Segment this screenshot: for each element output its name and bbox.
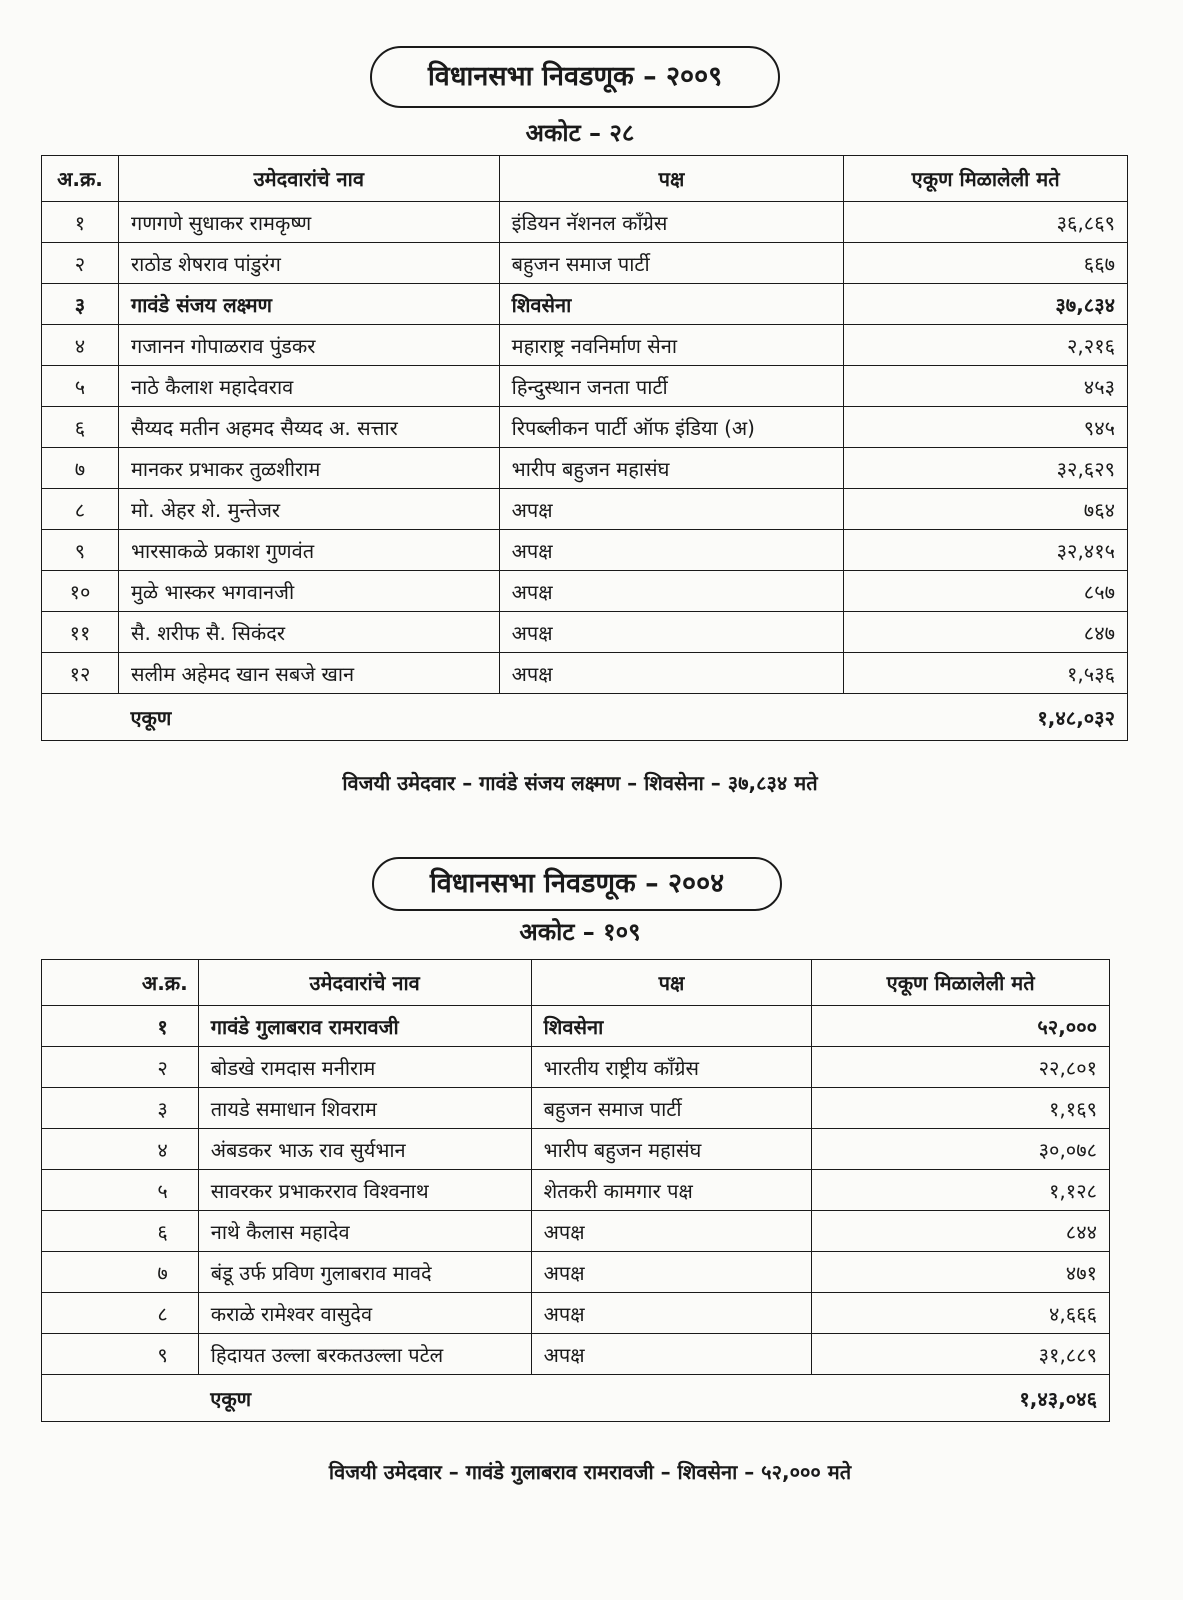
cell-votes: ५२,००० [812,1006,1110,1047]
total-label: एकूण [198,1375,812,1422]
cell-candidate-name: सै. शरीफ सै. सिकंदर [118,612,499,653]
cell-votes: २,२१६ [844,325,1128,366]
cell-candidate-name: गावंडे संजय लक्ष्मण [118,284,499,325]
cell-party: शेतकरी कामगार पक्ष [531,1170,812,1211]
cell-votes: ८४४ [812,1211,1110,1252]
cell-sr: ३ [42,284,119,325]
cell-sr: ७ [42,1252,199,1293]
header-party: पक्ष [499,156,844,202]
cell-party: महाराष्ट्र नवनिर्माण सेना [499,325,844,366]
cell-votes: ८४७ [844,612,1128,653]
table-row [42,1129,1110,1170]
cell-candidate-name: नाठे कैलाश महादेवराव [118,366,499,407]
cell-party: शिवसेना [499,284,844,325]
table-row [42,571,1128,612]
header-name: उमेदवारांचे नाव [118,156,499,202]
cell-sr: ७ [42,448,119,489]
table-row [42,202,1128,243]
cell-sr: ११ [42,612,119,653]
total-spacer [42,1375,199,1422]
cell-votes: ९४५ [844,407,1128,448]
cell-votes: १,१२८ [812,1170,1110,1211]
cell-votes: ३६,८६९ [844,202,1128,243]
cell-sr: १२ [42,653,119,694]
cell-sr: ८ [42,1293,199,1334]
table-row [42,366,1128,407]
cell-sr: ६ [42,1211,199,1252]
table-row [42,653,1128,694]
election-title: विधानसभा निवडणूक – २००९ [370,46,780,108]
cell-votes: ३२,४१५ [844,530,1128,571]
cell-sr: २ [42,1047,199,1088]
cell-sr: ३ [42,1088,199,1129]
table-row [42,448,1128,489]
cell-sr: १ [42,202,119,243]
winner-line: विजयी उमेदवार – गावंडे संजय लक्ष्मण – शिवसेना – ३७,८३४ मते [342,771,818,795]
cell-votes: ४७१ [812,1252,1110,1293]
cell-sr: ५ [42,366,119,407]
table-row [42,1334,1110,1375]
header-votes: एकूण मिळालेली मते [844,156,1128,202]
cell-party: भारतीय राष्ट्रीय कॉंग्रेस [531,1047,812,1088]
cell-votes: ३७,८३४ [844,284,1128,325]
header-votes: एकूण मिळालेली मते [812,960,1110,1006]
cell-candidate-name: अंबडकर भाऊ राव सुर्यभान [198,1129,531,1170]
cell-candidate-name: हिदायत उल्ला बरकतउल्ला पटेल [198,1334,531,1375]
cell-party: अपक्ष [499,571,844,612]
constituency-label: अकोट – १०९ [519,918,641,946]
total-spacer [42,694,119,741]
table-row [42,284,1128,325]
results-table-2009 [41,155,1128,741]
table-row [42,530,1128,571]
cell-party: अपक्ष [531,1211,812,1252]
cell-candidate-name: तायडे समाधान शिवराम [198,1088,531,1129]
cell-candidate-name: भारसाकळे प्रकाश गुणवंत [118,530,499,571]
cell-party: इंडियन नॅशनल कॉंग्रेस [499,202,844,243]
cell-candidate-name: गणगणे सुधाकर रामकृष्ण [118,202,499,243]
cell-party: हिन्दुस्थान जनता पार्टी [499,366,844,407]
header-party: पक्ष [531,960,812,1006]
cell-votes: ३२,६२९ [844,448,1128,489]
total-row [42,1375,1110,1422]
cell-votes: ४५३ [844,366,1128,407]
header-name: उमेदवारांचे नाव [198,960,531,1006]
table-row [42,1211,1110,1252]
total-votes: १,४३,०४६ [812,1375,1110,1422]
cell-sr: ६ [42,407,119,448]
cell-candidate-name: बोडखे रामदास मनीराम [198,1047,531,1088]
cell-party: अपक्ष [499,653,844,694]
cell-sr: ५ [42,1170,199,1211]
cell-sr: ४ [42,1129,199,1170]
cell-candidate-name: मानकर प्रभाकर तुळशीराम [118,448,499,489]
cell-candidate-name: गावंडे गुलाबराव रामरावजी [198,1006,531,1047]
cell-candidate-name: गजानन गोपाळराव पुंडकर [118,325,499,366]
cell-candidate-name: मो. अेहर शे. मुन्तेजर [118,489,499,530]
cell-sr: २ [42,243,119,284]
cell-votes: २२,८०१ [812,1047,1110,1088]
cell-votes: १,५३६ [844,653,1128,694]
table-row [42,1252,1110,1293]
cell-party: शिवसेना [531,1006,812,1047]
table-row [42,243,1128,284]
cell-votes: ३१,८८९ [812,1334,1110,1375]
table-row [42,612,1128,653]
total-row [42,694,1128,741]
cell-votes: ७६४ [844,489,1128,530]
cell-party: भारीप बहुजन महासंघ [499,448,844,489]
cell-candidate-name: मुळे भास्कर भगवानजी [118,571,499,612]
constituency-label: अकोट – २८ [525,119,635,147]
table-row [42,325,1128,366]
table-row [42,489,1128,530]
cell-sr: ९ [42,1334,199,1375]
cell-sr: ४ [42,325,119,366]
cell-party: बहुजन समाज पार्टी [499,243,844,284]
total-label: एकूण [118,694,843,741]
cell-sr: ९ [42,530,119,571]
table-row [42,1170,1110,1211]
cell-candidate-name: सावरकर प्रभाकरराव विश्वनाथ [198,1170,531,1211]
cell-votes: ६६७ [844,243,1128,284]
cell-candidate-name: बंडू उर्फ प्रविण गुलाबराव मावदे [198,1252,531,1293]
table-row [42,1006,1110,1047]
results-table-2004 [41,959,1110,1422]
cell-candidate-name: सैय्यद मतीन अहमद सैय्यद अ. सत्तार [118,407,499,448]
cell-party: अपक्ष [531,1293,812,1334]
cell-candidate-name: कराळे रामेश्वर वासुदेव [198,1293,531,1334]
cell-party: अपक्ष [499,530,844,571]
cell-sr: १ [42,1006,199,1047]
election-title: विधानसभा निवडणूक – २००४ [372,857,782,911]
table-row [42,1293,1110,1334]
header-sr: अ.क्र. [42,960,199,1006]
table-row [42,407,1128,448]
cell-votes: ४,६६६ [812,1293,1110,1334]
table-header-row [42,156,1128,202]
header-sr: अ.क्र. [42,156,119,202]
cell-candidate-name: राठोड शेषराव पांडुरंग [118,243,499,284]
cell-party: अपक्ष [499,612,844,653]
cell-votes: १,१६९ [812,1088,1110,1129]
cell-party: भारीप बहुजन महासंघ [531,1129,812,1170]
cell-votes: ३०,०७८ [812,1129,1110,1170]
cell-votes: ८५७ [844,571,1128,612]
cell-sr: १० [42,571,119,612]
winner-line: विजयी उमेदवार – गावंडे गुलाबराव रामरावजी – शिवसेना – ५२,००० मते [328,1460,852,1484]
cell-party: अपक्ष [531,1334,812,1375]
table-row [42,1047,1110,1088]
cell-party: बहुजन समाज पार्टी [531,1088,812,1129]
cell-candidate-name: सलीम अहेमद खान सबजे खान [118,653,499,694]
cell-party: अपक्ष [499,489,844,530]
table-row [42,1088,1110,1129]
cell-party: रिपब्लीकन पार्टी ऑफ इंडिया (अ) [499,407,844,448]
cell-party: अपक्ष [531,1252,812,1293]
cell-sr: ८ [42,489,119,530]
total-votes: १,४८,०३२ [844,694,1128,741]
table-header-row [42,960,1110,1006]
cell-candidate-name: नाथे कैलास महादेव [198,1211,531,1252]
